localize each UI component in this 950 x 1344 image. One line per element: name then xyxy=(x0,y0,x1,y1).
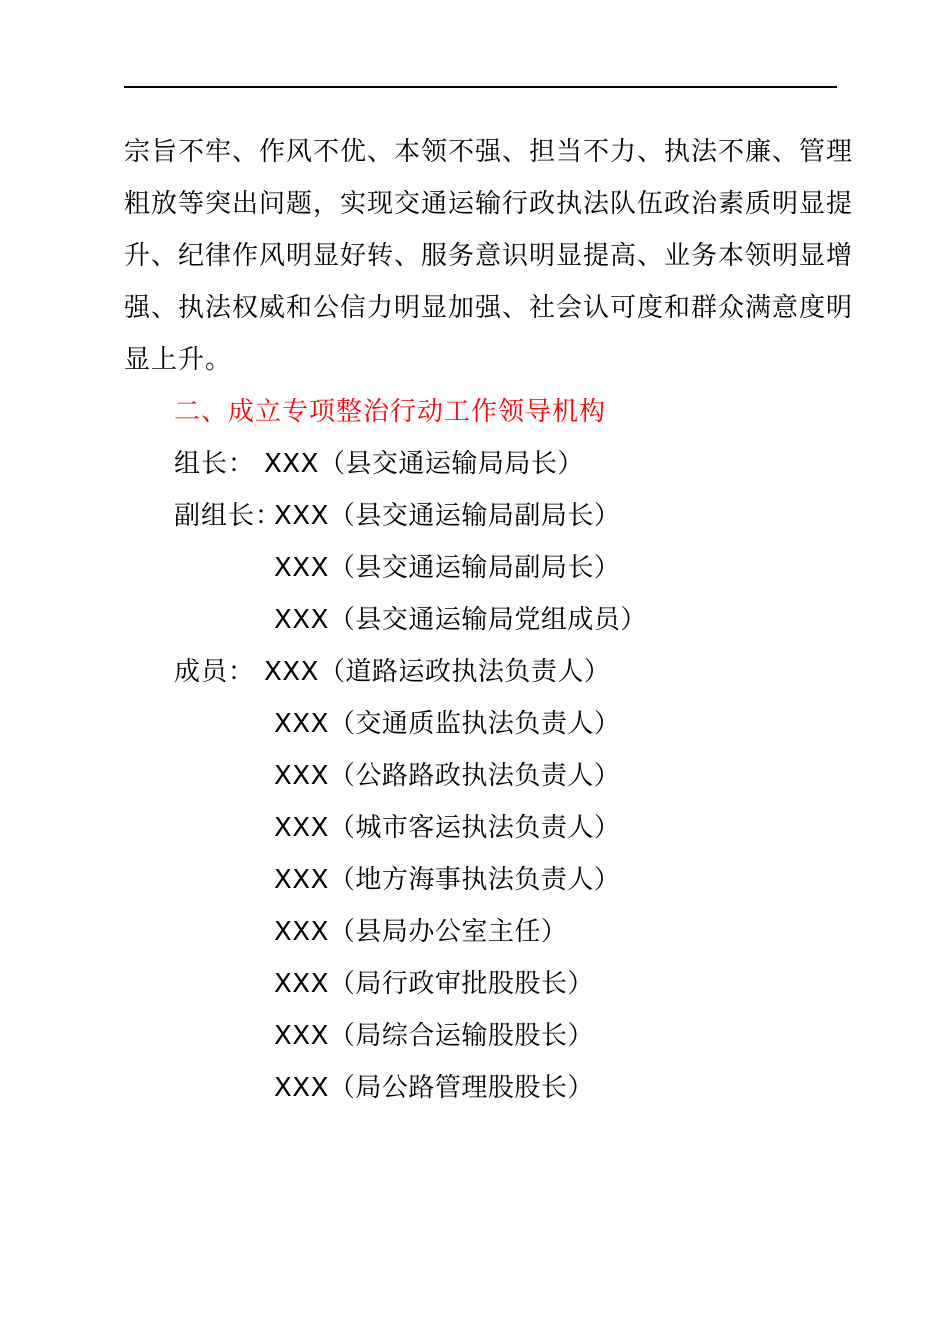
member-entry: XXX（局综合运输股股长） xyxy=(274,1021,594,1051)
paragraph-line: 强、执法权威和公信力明显加强、社会认可度和群众满意度明 xyxy=(124,293,854,323)
paragraph-line: 宗旨不牢、作风不优、本领不强、担当不力、执法不廉、管理 xyxy=(124,137,854,167)
deputy-entry: XXX（县交通运输局副局长） xyxy=(274,501,621,531)
member-entry: XXX（地方海事执法负责人） xyxy=(274,865,621,895)
deputy-entry: XXX（县交通运输局党组成员） xyxy=(274,605,647,635)
member-entry: XXX（县局办公室主任） xyxy=(274,917,568,947)
section-heading: 二、成立专项整治行动工作领导机构 xyxy=(174,397,607,427)
paragraph-line: 升、纪律作风明显好转、服务意识明显提高、业务本领明显增 xyxy=(124,241,854,271)
leader-label: 组长： xyxy=(174,449,256,479)
member-entry: XXX（道路运政执法负责人） xyxy=(264,657,611,687)
member-entry: XXX（城市客运执法负责人） xyxy=(274,813,621,843)
member-entry: XXX（公路路政执法负责人） xyxy=(274,761,621,791)
paragraph-line: 显上升。 xyxy=(124,345,233,375)
paragraph-line: 粗放等突出问题，实现交通运输行政执法队伍政治素质明显提 xyxy=(124,189,854,219)
header-rule xyxy=(124,86,837,88)
member-entry: XXX（交通质监执法负责人） xyxy=(274,709,621,739)
member-entry: XXX（局行政审批股股长） xyxy=(274,969,594,999)
deputy-entry: XXX（县交通运输局副局长） xyxy=(274,553,621,583)
deputy-label: 副组长： xyxy=(174,501,283,531)
member-label: 成员： xyxy=(174,657,256,687)
member-entry: XXX（局公路管理股股长） xyxy=(274,1073,594,1103)
leader-entry: XXX（县交通运输局局长） xyxy=(264,449,584,479)
body-paragraph xyxy=(124,126,854,386)
